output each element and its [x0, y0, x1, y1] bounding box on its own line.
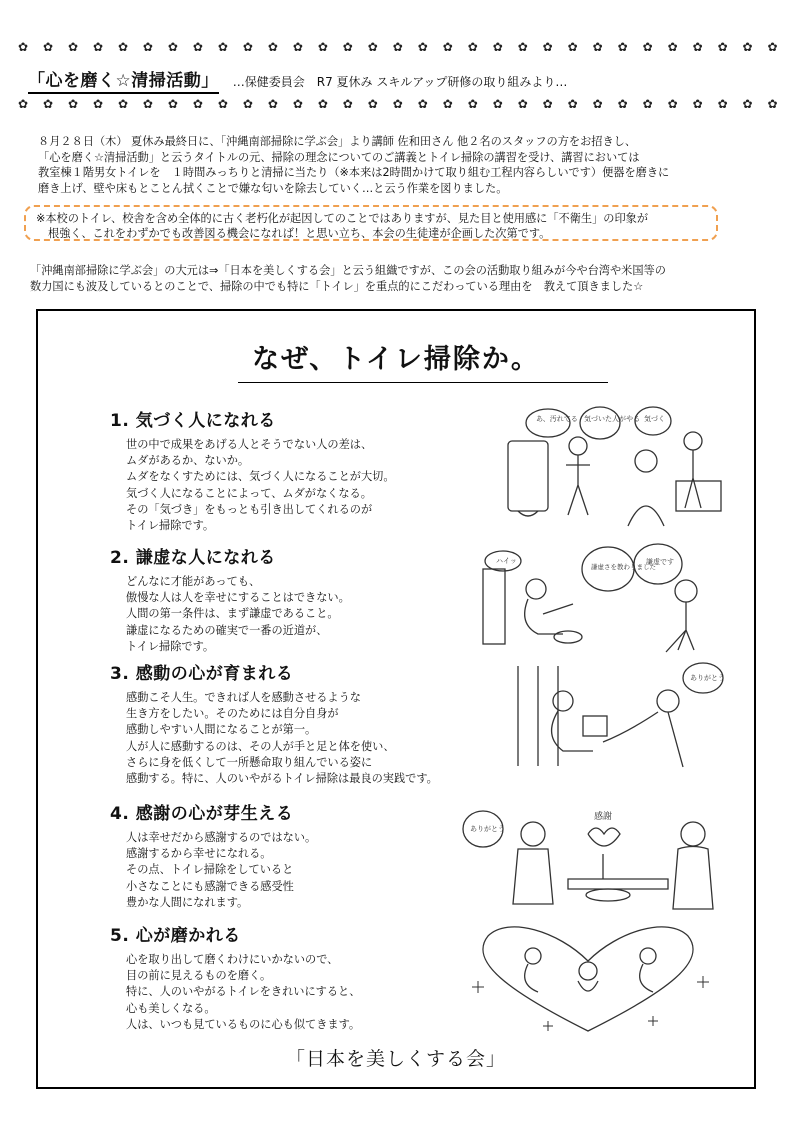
- paragraph-line: 数力国にも波及しているとのことで、掃除の中でも特に「トイレ」を重点的にこだわっている理由を 教えて頂きました☆: [30, 279, 644, 293]
- flower-icon: ✿: [667, 40, 678, 54]
- illustration-humble-cleaning: [458, 539, 718, 654]
- flower-icon: ✿: [267, 40, 278, 54]
- speech-bubble: ハイッ: [496, 557, 517, 565]
- poster-title: なぜ、トイレ掃除か。: [252, 344, 540, 375]
- section-line: どんなに才能があっても、: [126, 575, 261, 588]
- paragraph-line: 「沖縄南部掃除に学ぶ会」の大元は⇒「日本を美しくする会」と云う組織ですが、この会の活動取り組みが今や台湾や米国等の: [30, 264, 666, 277]
- speech-bubble: 謙虚です: [646, 558, 674, 566]
- flower-icon: ✿: [417, 40, 428, 54]
- section-3: [110, 659, 530, 787]
- flower-icon: ✿: [517, 40, 528, 54]
- section-line: その「気づき」をもっとも引き出してくれるのが: [126, 502, 373, 516]
- section-line: 感動しやすい人間になることが第一。: [126, 723, 317, 737]
- section-line: ムダがあるか、ないか。: [126, 454, 250, 468]
- flower-icon: ✿: [667, 97, 678, 111]
- section-line: 人間の第一条件は、まず謙虚であること。: [126, 607, 339, 621]
- speech-bubble: 気づく: [644, 415, 665, 423]
- speech-bubble: 感謝: [594, 812, 613, 822]
- flower-icon: ✿: [642, 97, 653, 111]
- section-line: 感動する。特に、人のいやがるトイレ掃除は最良の実践です。: [126, 772, 438, 786]
- second-paragraph: [30, 263, 770, 294]
- section-line: 生き方をしたい。そのためには自分自身が: [126, 707, 339, 721]
- speech-bubble: 謙虚さを教わりました: [591, 563, 656, 571]
- section-line: 心を取り出して磨くわけにいかないので、: [126, 953, 339, 966]
- flower-icon: ✿: [717, 40, 728, 54]
- flower-icon: ✿: [192, 97, 203, 111]
- flower-icon: ✿: [617, 40, 628, 54]
- intro-line: 磨き上げ、壁や床もとことん拭くことで嫌な匂いを除去していく…と云う作業を図りました。: [38, 181, 508, 195]
- section-line: その点、トイレ掃除をしていると: [126, 863, 294, 877]
- flower-icon: ✿: [542, 40, 553, 54]
- note-line: ※本校のトイレ、校舎を含め全体的に古く老朽化が起因してのことではありますが、見た目と使用感に「不衛生」の印象が: [36, 212, 649, 225]
- note-line: 根強く、これをわずかでも改善図る機会になれば！と思い立ち、本会の生徒達が企画した次第です。: [48, 227, 551, 240]
- note-box: [24, 205, 718, 241]
- page-title: 「心を磨く☆清掃活動」: [28, 66, 219, 94]
- section-line: さらに身を低くして一所懸命取り組んでいる姿に: [126, 755, 373, 769]
- flower-icon: ✿: [342, 40, 353, 54]
- flower-icon: ✿: [592, 40, 603, 54]
- flower-icon: ✿: [692, 97, 703, 111]
- flower-icon: ✿: [392, 40, 403, 54]
- flower-icon: ✿: [742, 40, 753, 54]
- section-line: 感謝するから幸せになれる。: [126, 847, 272, 861]
- flower-icon: ✿: [242, 40, 253, 54]
- section-line: 豊かな人間になれます。: [126, 895, 249, 909]
- flower-icon: ✿: [692, 40, 703, 54]
- flower-icon: ✿: [492, 97, 503, 111]
- star-border-bottom: [18, 97, 778, 111]
- flower-icon: ✿: [317, 97, 328, 111]
- section-line: 心も美しくなる。: [126, 1001, 216, 1015]
- section-line: トイレ掃除です。: [126, 639, 215, 653]
- intro-line: 「心を磨く☆清掃活動」と云うタイトルの元、掃除の理念についてのご講義とトイレ掃除の講習を受け、講習においては: [38, 150, 640, 164]
- flower-icon: ✿: [142, 97, 153, 111]
- illustration-moving-heart: [508, 656, 728, 776]
- flower-icon: ✿: [292, 40, 303, 54]
- speech-bubble: 気づいた人がやる: [584, 415, 640, 423]
- section-line: 目の前に見えるものを磨く。: [126, 969, 272, 983]
- intro-paragraph: [38, 134, 758, 196]
- flower-icon: ✿: [617, 97, 628, 111]
- flower-icon: ✿: [442, 97, 453, 111]
- flower-icon: ✿: [467, 97, 478, 111]
- poster-title-rule: [238, 382, 608, 383]
- section-heading: 2. 謙虚な人になれる: [110, 548, 276, 568]
- flower-icon: ✿: [267, 97, 278, 111]
- flower-icon: ✿: [117, 40, 128, 54]
- flower-icon: ✿: [18, 40, 29, 54]
- flower-icon: ✿: [317, 40, 328, 54]
- section-line: 人は、いつも見ているものに心も似てきます。: [126, 1017, 361, 1031]
- flower-icon: ✿: [367, 40, 378, 54]
- speech-bubble: あ、汚れてる: [536, 415, 578, 423]
- section-heading: 4. 感謝の心が芽生える: [110, 804, 294, 824]
- section-line: 気づく人になることによって、ムダがなくなる。: [126, 486, 372, 500]
- flower-icon: ✿: [167, 97, 178, 111]
- section-line: ムダをなくすためには、気づく人になることが大切。: [126, 470, 395, 484]
- flower-icon: ✿: [642, 40, 653, 54]
- flower-icon: ✿: [18, 97, 29, 111]
- poster: [36, 309, 756, 1089]
- flower-icon: ✿: [342, 97, 353, 111]
- flower-icon: ✿: [217, 97, 228, 111]
- flower-icon: ✿: [392, 97, 403, 111]
- section-heading: 5. 心が磨かれる: [110, 926, 241, 946]
- flower-icon: ✿: [142, 40, 153, 54]
- speech-bubble: ありがとう: [470, 825, 505, 833]
- flower-icon: ✿: [542, 97, 553, 111]
- poster-footer: 「日本を美しくする会」: [285, 1048, 506, 1070]
- section-line: トイレ掃除です。: [126, 519, 215, 533]
- flower-icon: ✿: [492, 40, 503, 54]
- flower-icon: ✿: [567, 97, 578, 111]
- flower-icon: ✿: [717, 97, 728, 111]
- flower-icon: ✿: [367, 97, 378, 111]
- header: [28, 66, 567, 94]
- flower-icon: ✿: [67, 40, 79, 54]
- section-line: 特に、人のいやがるトイレをきれいにすると、: [126, 985, 361, 999]
- flower-icon: ✿: [467, 40, 478, 54]
- speech-bubble: ありがとう: [690, 674, 725, 682]
- flower-icon: ✿: [292, 97, 303, 111]
- intro-line: 教室棟１階男女トイレを １時間みっちりと清掃に当たり（※本来は2時間かけて取り組む工程内容らしいです）便器を磨きに: [38, 166, 670, 179]
- flower-icon: ✿: [767, 97, 778, 111]
- section-line: 世の中で成果をあげる人とそうでない人の差は、: [126, 438, 373, 451]
- section-line: 人が人に感動するのは、その人が手と足と体を使い、: [126, 739, 395, 753]
- illustration-gratitude: [458, 799, 728, 919]
- flower-icon: ✿: [92, 97, 104, 111]
- intro-line: ８月２８日（木） 夏休み最終日に、「沖縄南部掃除に学ぶ会」より講師 佐和田さん 他２名のスタッフの方をお招きし、: [38, 135, 637, 148]
- section-heading: 1. 気づく人になれる: [110, 411, 276, 431]
- flower-icon: ✿: [42, 40, 54, 54]
- flower-icon: ✿: [242, 97, 253, 111]
- section-line: 人は幸せだから感謝するのではない。: [126, 831, 317, 844]
- flower-icon: ✿: [567, 40, 578, 54]
- flower-icon: ✿: [92, 40, 104, 54]
- flower-icon: ✿: [592, 97, 603, 111]
- flower-icon: ✿: [167, 40, 178, 54]
- illustration-polished-heart: [448, 921, 728, 1041]
- flower-icon: ✿: [767, 40, 778, 54]
- illustration-restroom-awareness: [478, 401, 728, 531]
- section-line: 小さなことにも感謝できる感受性: [126, 879, 294, 893]
- flower-icon: ✿: [217, 40, 228, 54]
- flower-icon: ✿: [42, 97, 54, 111]
- section-line: 傲慢な人は人を幸せにすることはできない。: [126, 591, 350, 605]
- star-border-top: [18, 40, 778, 54]
- page-subtitle: …保健委員会 R7 夏休み スキルアップ研修の取り組みより…: [232, 75, 568, 89]
- flower-icon: ✿: [442, 40, 453, 54]
- flower-icon: ✿: [417, 97, 428, 111]
- section-line: 謙虚になるための確実で一番の近道が、: [126, 623, 328, 637]
- flower-icon: ✿: [192, 40, 203, 54]
- section-line: 感動こそ人生。できれば人を感動させるような: [126, 691, 361, 704]
- flower-icon: ✿: [742, 97, 753, 111]
- section-heading: 3. 感動の心が育まれる: [110, 664, 294, 684]
- section-1: [110, 406, 530, 534]
- flower-icon: ✿: [67, 97, 79, 111]
- flower-icon: ✿: [517, 97, 528, 111]
- flower-icon: ✿: [117, 97, 128, 111]
